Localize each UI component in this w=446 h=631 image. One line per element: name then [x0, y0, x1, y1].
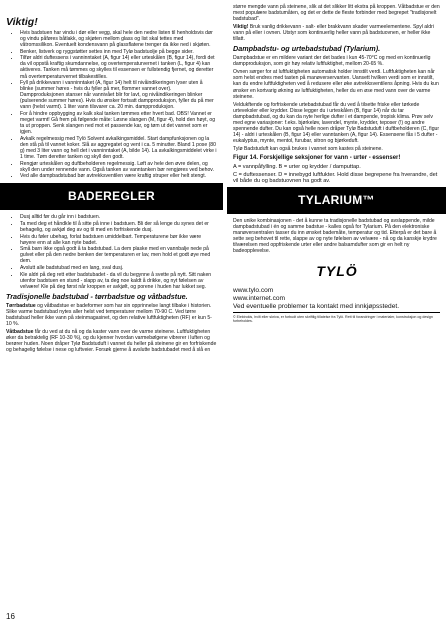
list-item: • Fyll på drikkevann i vanninntaket (A, figur 14) helt til nivåindikeringen lyser uten å blinke (summer høres - hvis du fyller på mer, flommer vannet over). Dampproduksjonen stanser når vannivået blir for lavt, og nivåindikeringen blinker (pulserende summer høres). Hvis du ønsker fortsatt dampproduksjon, fyller du på mer vann (helst varmt). 1 liter vann tilsvarer ca. 20 min. dampproduksjon.: [20, 80, 217, 110]
svg-text:TYLÖ: TYLÖ: [315, 263, 358, 280]
website-url[interactable]: www.tylo.com: [233, 287, 274, 295]
right-column: [227, 0, 446, 324]
figure-caption-2: C = duftessenser. D = innebygd luftfukter. Hold disse begrepene fra hverandre, det vil både du og badstuovnen ha godt av.: [233, 171, 438, 185]
damp-paragraph-4: Tylø Badstuduft kan også brukes i vannet som kastes på steinene.: [233, 145, 383, 152]
tylarium-paragraph: Den unike kombinasjonen - det å kunne ta tradisjonelle badstubad og avslappende, milde dampbadstubad i én og samme badstue - kalles også for Tylarium. På den elektroniske manøversentralen tasser du inn ønsket bademåte, temperatur og tid. Etterpå er det bare å sette seg behovet til rette, slappe av og nyte følelsen av velvære - nå og da kanskje krydre tilværelsen med oppfriskende urter eller andre balsamdufter som gir en helt ny badeopplevelse.: [233, 217, 437, 254]
contact-note: Ved eventuelle problemer ta kontakt med innkjøpsstedet.: [233, 303, 400, 311]
divider: [233, 312, 440, 313]
footnote: © Elektrokis, hvilt eller skriva, er forbudt uten skriftlig tillatelse fra Tylö. Rett til forandringer i materialer, konstruksjon og design forbeholdes.: [233, 315, 433, 324]
list-item: • Små barn ikke også godt å ta badstubad. La dem plaske med en vannbalje nede på gulvet eller på den nedre benken der temperaturen er lav, men hold et godt øye med dem.: [20, 246, 217, 264]
list-item: • Ta med deg et håndkle til å sitte på inne i badstuen. Bli der så lenge du synes det er behagelig, og avkjøl deg av og til med en forfriskende dusj.: [20, 221, 217, 233]
damp-paragraph-2: Ovnen sørger for at luftfuktigheten automatisk holder innstilt verdi. Luftfuktigheten kan når som helst endres med tasten på manøverservanten. Uansett hvilken verdi som er innstilt, kan du endre luftfuktigheten ved å redusere eller øke avtrekksventilens åpning. Hvis du kun ønsker en kortvarig økning av luftfuktigheten, heller du en øse med vann over de varme steinene.: [233, 69, 439, 100]
list-item: • Hvis badstuen har vindu i dør eller vegg, skal hele den nedre listen til henholdsvis dør og vindu påføres båtlakk, og skjøten mellom glass og list skal tettes med våtromssilikon. Eventuelt kondensvann på glassflatene trenger da ikke ned i skjøten.: [20, 30, 217, 48]
figure-title: Figur 14. Forskjellige seksjoner for vann - urter - essenser!: [233, 154, 401, 161]
term-viktig: Viktig!: [233, 24, 249, 31]
term-torrbadstue: Tørrbadstue: [6, 302, 36, 309]
regler-list: [6, 214, 217, 290]
viktig-list: [6, 30, 217, 179]
figure-caption-1: A = vannpåfylling. B = urter og krydder / damputtap.: [233, 163, 361, 170]
tylo-logo-icon: [307, 260, 367, 282]
damp-paragraph-1: Dampbadstue er en mildere variant der det bades i kun 45-70°C og med en kontinuerlig dampproduksjon, som gir høy relativ luftfuktighet, mellom 20-65 %.: [233, 55, 431, 68]
trad-text-2: får du ved at du nå og da kaster vann over de varme steinene. Luftfuktigheten øker da betraktelig (RF 10-30 %), og du kjenner hvordan varmebølgene vibrerer i luften og berører huden. Noen dråper Tylø Badstuduft i vannet du heller på steinene gir en forfriskende og behagelig følelse i nese og luftveier. Forsøk gjerne å avslutte badstubadet med å slå en: [6, 329, 217, 354]
trad-text-1: og våtbadstue er badeformer som har sin opprinnelse langt tilbake i historien. Slike varme badstubad nytes aller helst ved temperaturer mellom 70-90 C. Ved tørre badstubad heller ikke vann på steinmagasinet, og den relative luftfuktigheten (RF) er kun 5-10 %.: [6, 302, 212, 327]
trad-paragraph-2: [6, 329, 217, 353]
list-item: • Tilfør aldri duftessens i vanninntaket (A, figur 14) eller urteskålen (B, figur 14), fordi det da vil oppstå kraftig skumdannelse, og overtemperaturvernet i tanken (L, figur 4) kan aktiveres. Tanken må tømmes og skylles til essensen er fullstendig fjernet, og deretter må overtemperaturvernet tilbakestilles.: [20, 55, 217, 79]
damp-heading: Dampbadstu- og urtebadstubad (Tylarium).: [233, 44, 381, 54]
tylarium-banner: TYLARIUM™: [227, 187, 446, 214]
intro-paragraph: større mengde vann på steinene, slik at det slikker litt ekstra på kroppen. Våtbadstue er den mest populære badstumåten, og det er dette de fleste forbinder med begrepet "tradisjonelt badstubad".: [233, 4, 440, 23]
page-number: 16: [6, 612, 15, 621]
trad-paragraph-1: [6, 303, 217, 327]
viktig-inline-text: Bruk vanlig drikkevann - salt- eller brakkvann skader varmeelementene. Spyl aldri vann på eller i ovnen. Utstyr som kontinuerlig heller vann på badstuovnen, er heller ikke tillatt.: [233, 24, 434, 43]
website-url-2[interactable]: www.internet.com: [233, 295, 286, 303]
tylo-logo: [233, 260, 440, 287]
list-item: • For å hindre oppbygging av kalk skal tanken tømmes etter hvert bad. OBS! Vannet er meget varmt! Gå frem på følgende måte: Løsne slangen (M, figur 4), hold den høyt, og ta ut proppen. Senk slangen ned mot et passende kar, og tøm ut det vannet som er igjen.: [20, 111, 217, 135]
list-item: • Rengjør urteskålen og duftbeholderen regelmessig. Løft av hele den øvre delen, og skyll den under rennende vann. Også tanken av vanntanken bør rengjøres ved behov.: [20, 161, 217, 173]
list-item: • Kle aldri på deg rett etter badstubadet - da vil du begynne å svette på nytt. Sitt naken utenfor badstuen en stund - slapp av, ta deg noe kaldt å drikke, og nyt følelsen av velvære! Kle på deg først når kroppen er avkjølt, og porene i huden har lukket seg.: [20, 272, 217, 290]
left-column: [0, 0, 223, 355]
baderegler-banner: BADEREGLER: [0, 183, 223, 210]
trad-heading: Tradisjonelle badstubad - tørrbadstue og våtbadstue.: [6, 291, 188, 301]
viktig-inline-paragraph: [233, 24, 440, 42]
list-item: • Hvis du føler ubehag, forlat badstuen umiddelbart. Temperaturene bør ikke være høyere enn at alle kan nyte badet.: [20, 234, 217, 246]
viktig-heading: Viktig!: [6, 16, 38, 28]
list-item: • Ved alle dampbadstubad bør avtrekksventilen være kraftig struper eller helt stengt.: [20, 173, 217, 179]
term-vatbadstue: Våtbadstue: [6, 329, 34, 335]
list-item: • Avkalk regelmessig med Tylö Solvent avkalkingsmiddel. Start dampfunksjonen og la den stå på til vannet koker. Slå av aggregatet og vent i ca. 5 minutter. Bland 1 pose (80 g) med 3 liter vann og hell det i vanninntaket (A, bilde 14). La avkalkingsmiddelet virke i 1 time. Tøm deretter tanken og skyll den godt.: [20, 136, 217, 160]
damp-paragraph-3: Veldukftende og forfriskende urtebadstubad får du ved å tilsette friske eller tørkede urteveksler eller krydder. Disse legger du i urteskålen (B, figur 14) når du tar dampbadstubad, og du kan da nyte herlige dufter i et dampende, tropisk klima. Prøv selv med egne variasjoner: f.eks. bjørkeløv, lavendel, mynte, krydder, teposer (!) og andre spennende dufter. Du kan også helle noen dråper Tylø Badstuduft i duftbeholderen (C, figur 14) - aldri i urteskålen (B, figur 14) eller vanntanken (A, figur 14). Essensene fås i 5 dufter - eukalyptus, mynte, mentol, furubar, sitron og bjørkeduft.: [233, 101, 440, 144]
list-item: • Avslutt alle badstubad med en lang, sval dusj.: [20, 265, 217, 271]
list-item: • Benker, listverk og ryggstøtter settes inn med Tylø badstuolje på begge sider.: [20, 49, 217, 55]
list-item: • Dusj alltid før du går inn i badstuen.: [20, 214, 217, 220]
